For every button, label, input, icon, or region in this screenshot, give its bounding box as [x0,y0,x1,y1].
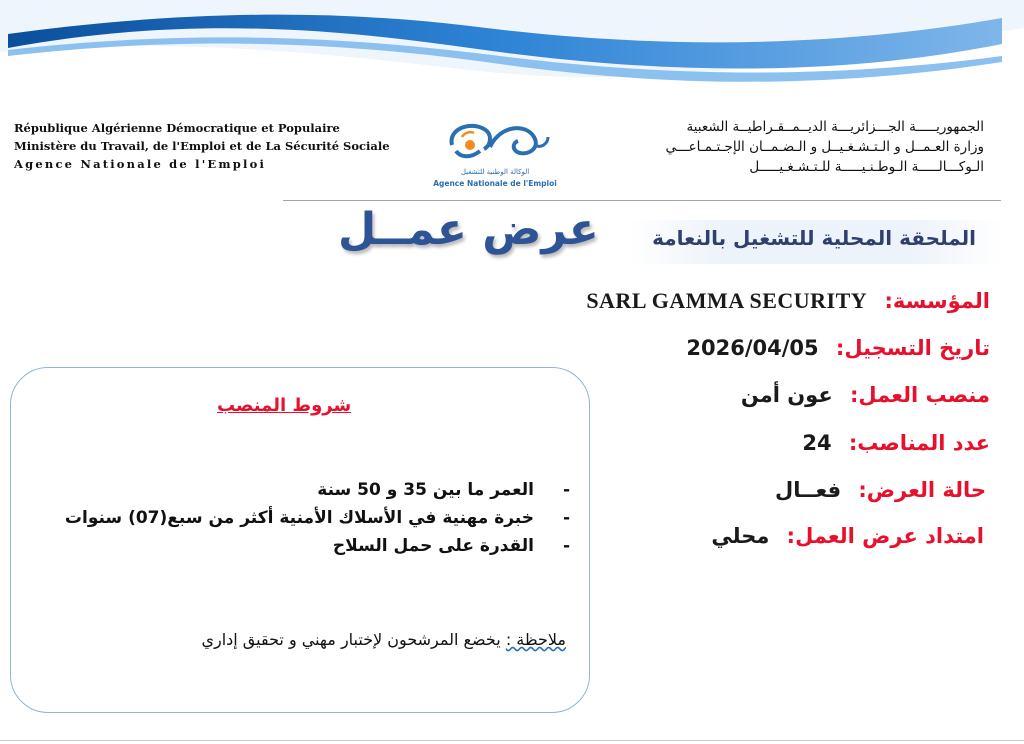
job-conditions-list [50,476,570,560]
field-registration-date: تاريخ التسجيل: 2026/04/05 [686,336,990,360]
condition-age: العمر ما بين 35 و 50 سنة [317,480,534,500]
header-fr-republic: République Algérienne Démocratique et Populaire [14,121,340,135]
conditions-note [201,630,566,649]
field-position-label: منصب العمل [858,383,990,407]
header-fr-ministry: Ministère du Travail, de l'Emploi et de La Sécurité Sociale [14,139,390,153]
list-item: -العمر ما بين 35 و 50 سنة [317,480,570,500]
logo-french-name: Agence Nationale de l'Emploi [433,179,557,188]
field-institution-label: المؤسسة [892,289,990,313]
job-offer-title: عرض عمــل [338,204,599,255]
field-offer-status-value: فعــال [775,478,842,502]
header-ar-agency: الـوكـــالـــــة الـوطـنـيـــــة للـتـشـغـيـــــل [749,159,984,175]
field-positions-count-label: عدد المناصب [857,431,990,455]
header-french [14,119,414,173]
field-offer-scope: امتداد عرض العمل: محلي [711,524,984,548]
header-fr-agency: Agence Nationale de l'Emploi [14,157,267,171]
field-offer-scope-label: امتداد عرض العمل [795,524,984,548]
field-positions-count-value: 24 [802,431,832,455]
note-text: يخضع المرشحون لإختبار مهني و تحقيق إداري [201,630,501,649]
header-ar-ministry: وزارة العـمــل و الـتـشـغـيــل و الـضـمــان الإجـتـمـاعـــي [665,139,984,155]
field-registration-date-value: 2026/04/05 [686,336,819,360]
field-offer-status: حالة العرض: فعــال [775,478,986,502]
bottom-divider [0,740,1024,741]
header-divider [283,200,1001,201]
field-institution-value: SARL GAMMA SECURITY [586,288,868,313]
header-wave-decoration [0,0,1024,110]
anem-logo-icon [430,115,560,167]
logo-arabic-name: الوكالة الوطنية للتشغيل [460,168,530,176]
field-position: منصب العمل: عون أمن [740,383,990,407]
field-positions-count: عدد المناصب: 24 [802,431,990,455]
header-arabic [544,117,984,177]
list-item: -خبرة مهنية في الأسلاك الأمنية أكثر من سبع(07) سنوات [64,508,570,528]
field-institution: المؤسسة: SARL GAMMA SECURITY [586,288,990,313]
list-item: -القدرة على حمل السلاح [332,536,570,556]
field-offer-scope-value: محلي [711,524,770,548]
local-annex-title: الملحقة المحلية للتشغيل بالنعامة [652,226,976,250]
field-offer-status-label: حالة العرض [866,478,986,502]
job-conditions-title: شروط المنصب [217,395,352,416]
field-registration-date-label: تاريخ التسجيل [844,336,990,360]
condition-weapon: القدرة على حمل السلاح [332,536,534,556]
condition-experience: خبرة مهنية في الأسلاك الأمنية أكثر من سبع(07) سنوات [64,508,534,528]
field-position-value: عون أمن [740,383,833,407]
note-label: ملاحظة : [505,630,566,649]
header-ar-republic: الجمهوريـــــة الجـــزائريـــة الديــمــقـراطيــة الشعبية [686,119,984,135]
agency-logo [430,115,560,195]
